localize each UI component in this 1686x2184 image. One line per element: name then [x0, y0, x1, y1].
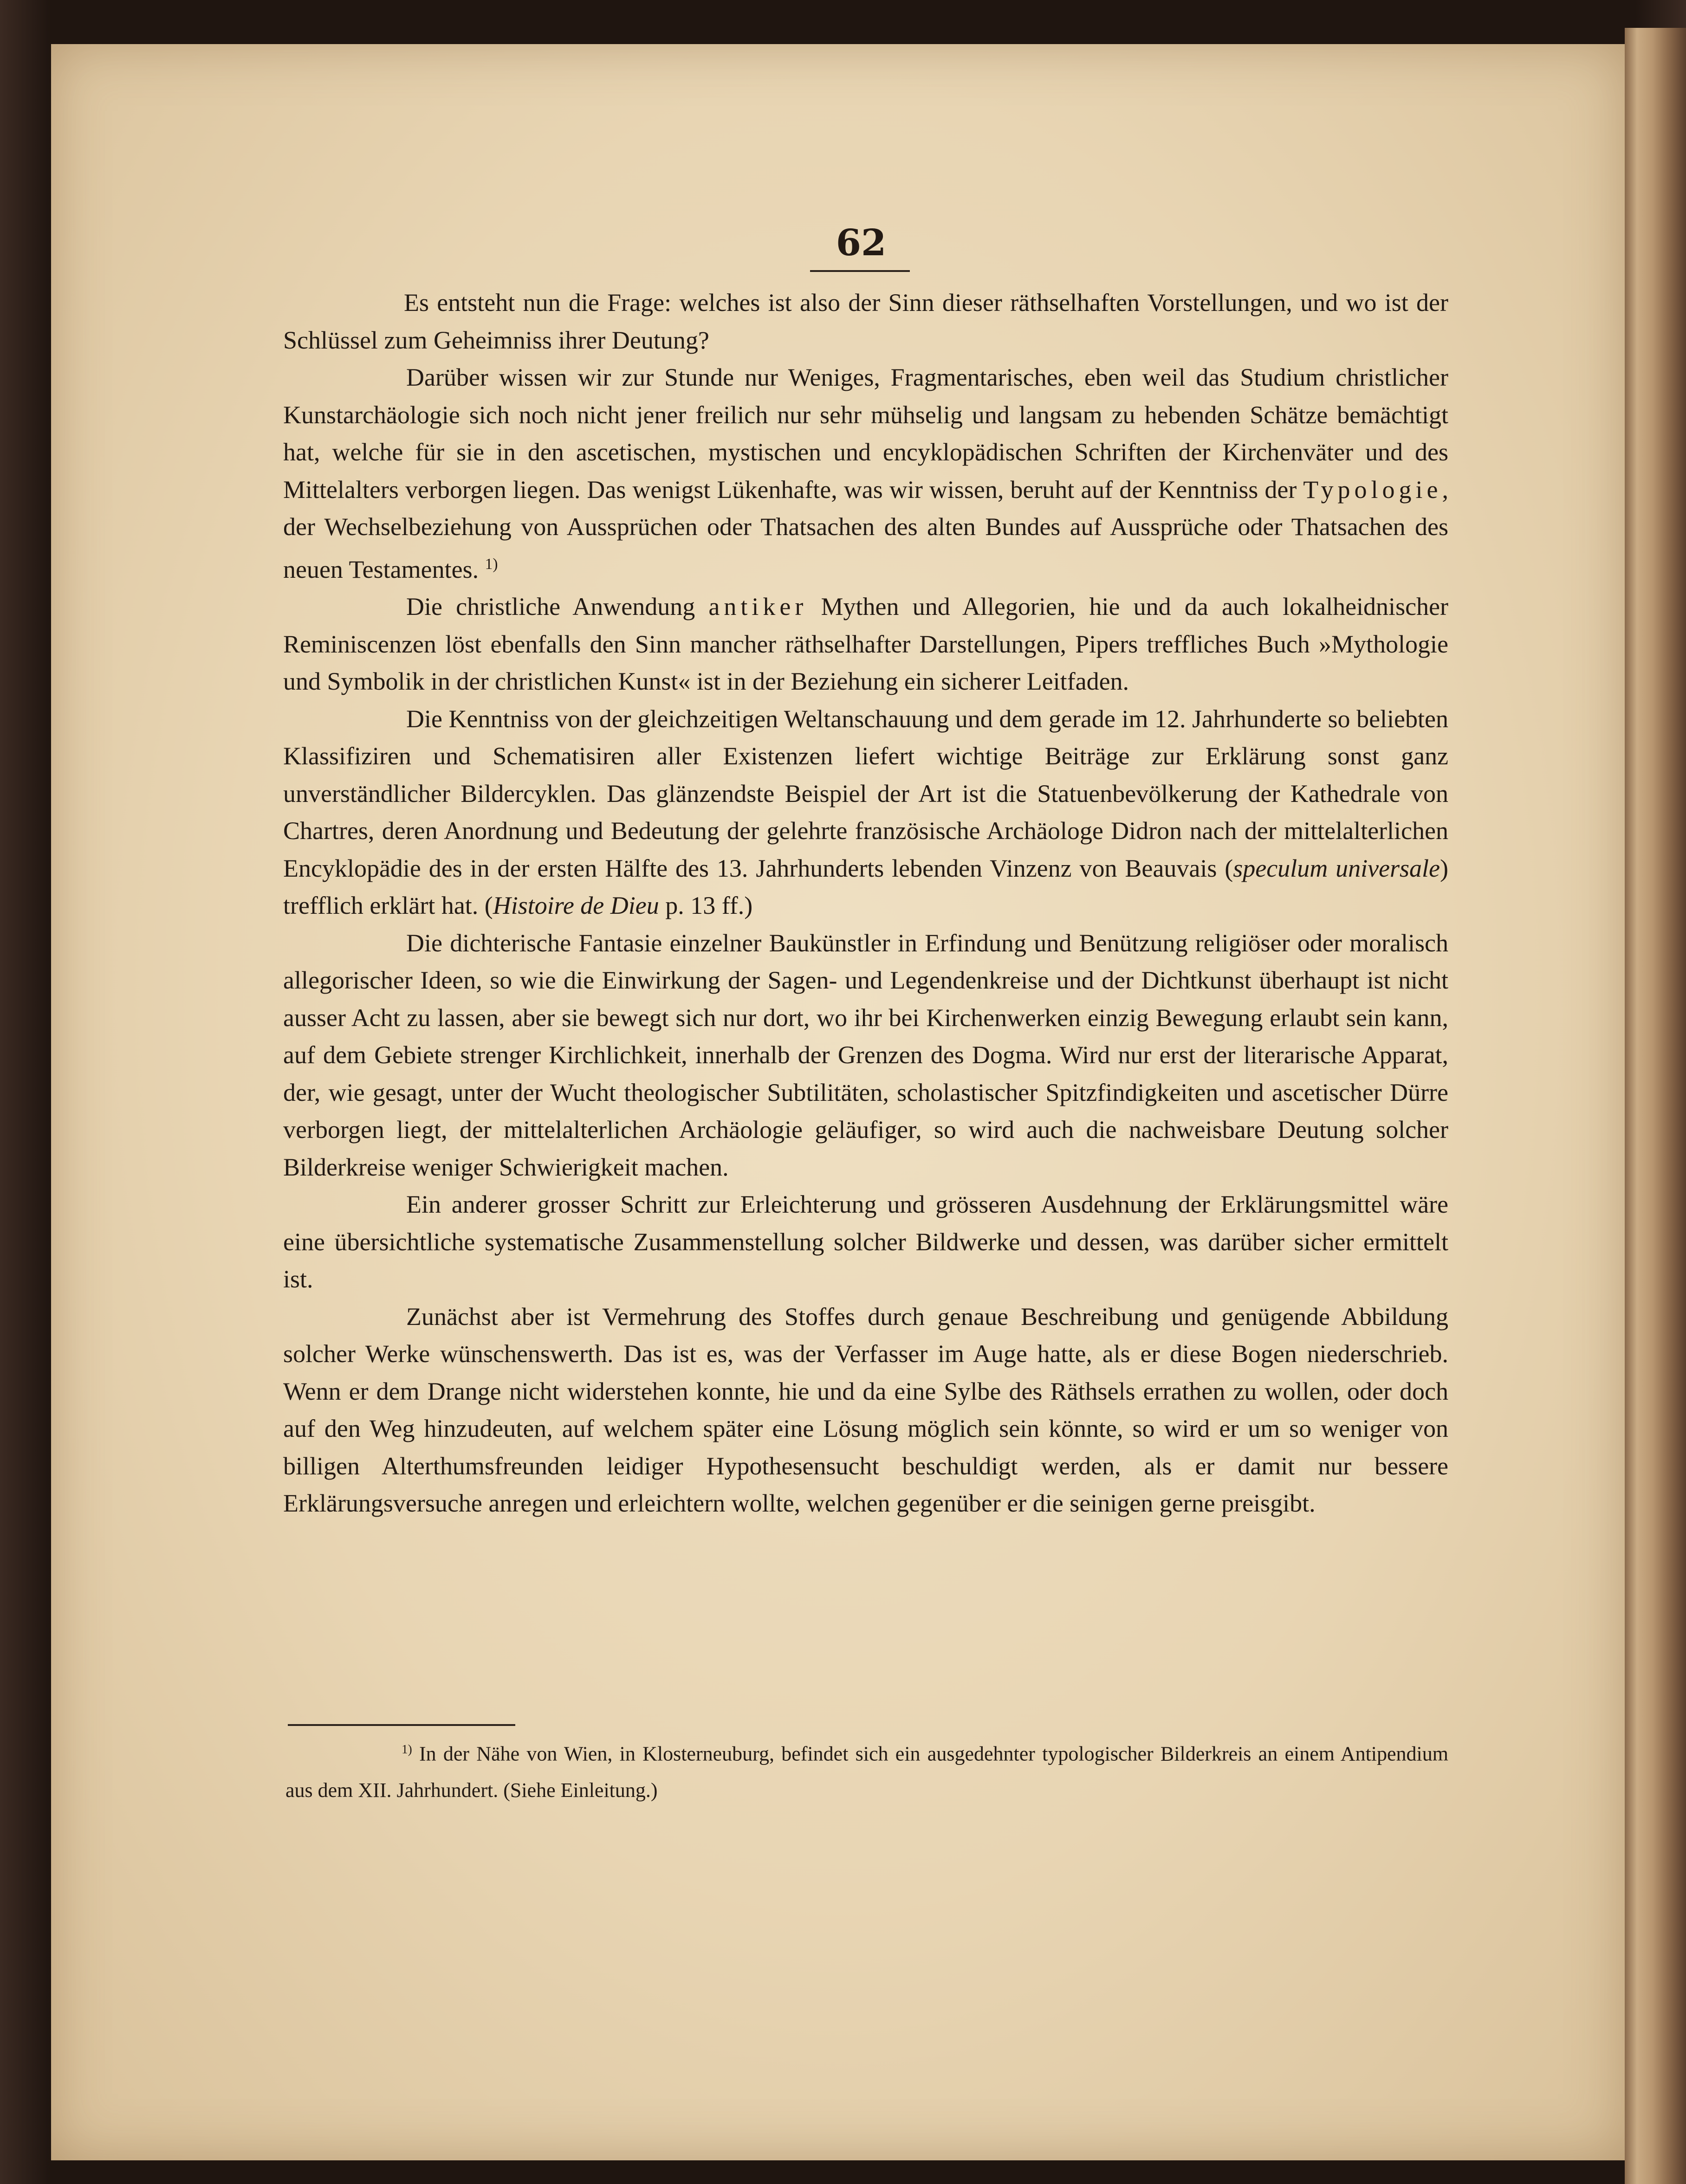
text-run: Die christliche Anwendung — [406, 593, 709, 620]
paragraph — [283, 1298, 1448, 1522]
paragraph — [283, 924, 1448, 1186]
footnote-text: In der Nähe von Wien, in Klosterneuburg, befindet sich ein ausgedehnter typologischer Bilderkreis an einem Antipendium aus dem XII. Jahrhundert. (Siehe Einleitung.) — [285, 1742, 1448, 1802]
text-run: Es entsteht nun die Frage: welches ist also der Sinn dieser räthselhaften Vorstellungen, und wo ist der Schlüssel zum Geheimniss ihrer Deutung? — [283, 289, 1448, 354]
paragraph — [283, 359, 1448, 588]
footnotes — [285, 1731, 1448, 1809]
spaced-emphasis: Typologie — [1303, 475, 1442, 504]
text-run: Mythen und Allegorien, hie und da auch lokalheidnischer Reminiscenzen löst ebenfalls den Sinn mancher räthselhafter Darstellungen, Pipers treffliches Buch »Mythologie und Symbolik in der christlichen Kunst« ist in der Beziehung ein sicherer Leitfaden. — [283, 593, 1448, 695]
text-run: p. 13 ff.) — [659, 892, 753, 919]
paragraph — [283, 588, 1448, 700]
text-run: Die dichterische Fantasie einzelner Baukünstler in Erfindung und Benützung religiöser oder moralisch allegorischer Ideen, so wie die Einwirkung der Sagen- und Legendenkreise und der Dichtkunst überhaupt ist nicht ausser Acht zu lassen, aber sie bewegt sich nur dort, wo ihr bei Kirchenwerken einzig Bewegung erlaubt sein kann, auf dem Gebiete strenger Kirchlichkeit, innerhalb der Grenzen des Dogma. Wird nur erst der literarische Apparat, der, wie gesagt, unter der Wucht theologischer Subtilitäten, scholastischer Spitzfindigkeiten und ascetischer Dürre verborgen liegt, der mittelalterlichen Archäologie geläufiger, so wird auch die nachweisbare Deutung solcher Bilderkreise weniger Schwierigkeit machen. — [283, 929, 1448, 1181]
text-run: , der Wechselbeziehung von Aussprüchen oder Thatsachen des alten Bundes auf Aussprüche oder Thatsachen des neuen Testamentes. — [283, 475, 1448, 583]
footnote-separator — [288, 1724, 515, 1726]
text-run: Die Kenntniss von der gleichzeitigen Weltanschauung und dem gerade im 12. Jahrhunderte so beliebten Klassifiziren und Schematisiren aller Existenzen liefert wichtige Beiträge zur Erklärung sonst ganz unverständlicher Bildercyklen. Das glänzendste Beispiel der Art ist die Statuenbevölkerung der Kathedrale von Chartres, deren Anordnung und Bedeutung der gelehrte französische Archäologe Didron nach der mittelalterlichen Encyklopädie des in der ersten Hälfte des 13. Jahrhunderts lebenden Vinzenz von Beauvais ( — [283, 704, 1448, 882]
spaced-emphasis: antiker — [708, 593, 808, 620]
body-text — [283, 284, 1448, 1522]
adjacent-page-edge — [1625, 28, 1686, 2184]
paragraph — [283, 284, 1448, 359]
paragraph — [283, 1186, 1448, 1298]
page-number-rule — [810, 270, 910, 272]
text-run: Darüber wissen wir zur Stunde nur Weniges, Fragmentarisches, eben weil das Studium christlicher Kunstarchäologie sich noch nicht jener freilich nur sehr mühselig und langsam zu hebenden Schätze bemächtigt hat, welche für sie in den ascetischen, mystischen und encyklopädischen Schriften der Kirchenväter und des Mittelalters verborgen liegen. Das wenigst Lükenhafte, was wir wissen, beruht auf der Kenntniss der — [283, 363, 1448, 504]
text-run: ) trefflich erklärt hat. ( — [283, 854, 1449, 919]
italic-text: speculum universale — [1233, 854, 1440, 882]
paragraph — [283, 700, 1448, 924]
footnote — [285, 1731, 1448, 1809]
footnote-marker: 1) — [402, 1742, 412, 1756]
page-number: 62 — [836, 222, 887, 264]
text-run: Ein anderer grosser Schritt zur Erleichterung und grösseren Ausdehnung der Erklärungsmittel wäre eine übersichtliche systematische Zusammenstellung solcher Bildwerke und dessen, was darüber sicher ermittelt ist. — [283, 1190, 1448, 1293]
italic-text: Histoire de Dieu — [493, 892, 659, 919]
footnote-reference: 1) — [485, 555, 498, 573]
text-run: Zunächst aber ist Vermehrung des Stoffes durch genaue Beschreibung und genügende Abbildung solcher Werke wünschenswerth. Das ist es, was der Verfasser im Auge hatte, als er diese Bogen niederschrieb. Wenn er dem Drange nicht widerstehen konnte, hie und da eine Sylbe des Räthsels errathen zu wollen, oder doch auf den Weg hinzudeuten, auf welchem später eine Lösung möglich sein könnte, so wird er um so weniger von billigen Alterthumsfreunden leidiger Hypothesensucht beschuldigt werden, als er damit nur bessere Erklärungsversuche anregen und erleichtern wollte, welchen gegenüber er die seinigen gerne preisgibt. — [283, 1302, 1448, 1517]
